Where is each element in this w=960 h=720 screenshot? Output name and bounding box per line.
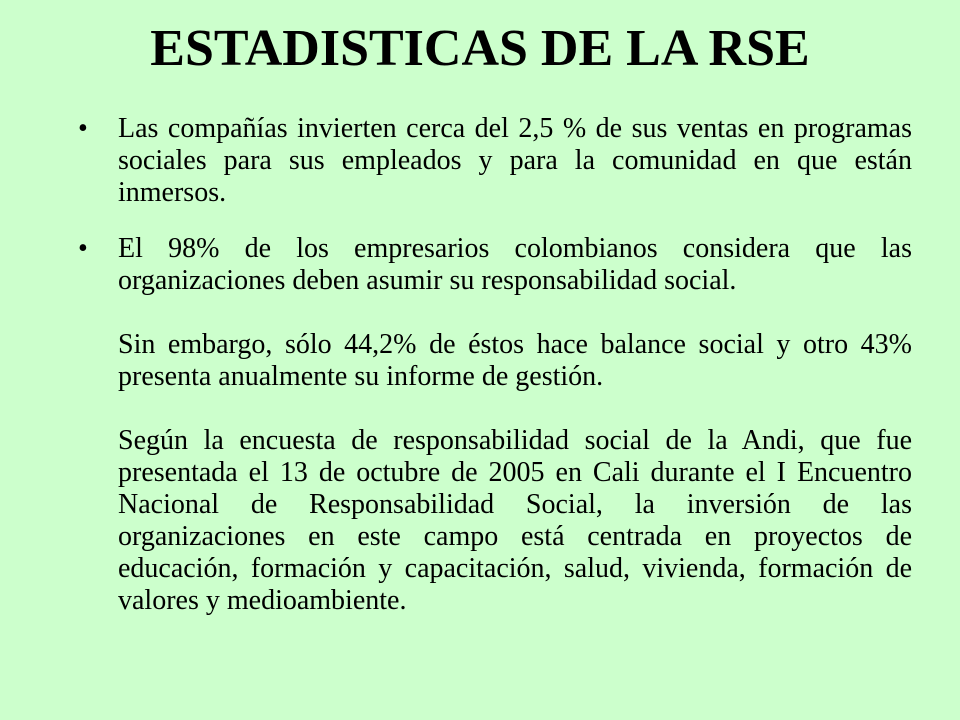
bullet-marker-icon: •: [78, 113, 88, 144]
bullet-paragraph: Las compañías invierten cerca del 2,5 % de sus ventas en programas sociales para sus empleados y para la comunidad en que están inmersos.: [118, 113, 912, 208]
bullet-paragraph: El 98% de los empresarios colombianos considera que las organizaciones deben asumir su responsabilidad social.: [118, 233, 912, 296]
bullet-list: [78, 113, 912, 641]
bullet-item: [78, 233, 912, 617]
slide-title: ESTADISTICAS DE LA RSE: [150, 20, 810, 77]
bullet-item: [78, 113, 912, 209]
bullet-marker-icon: •: [78, 233, 88, 264]
bullet-paragraph: Sin embargo, sólo 44,2% de éstos hace balance social y otro 43% presenta anualmente su informe de gestión.: [118, 329, 912, 392]
bullet-paragraph: Según la encuesta de responsabilidad social de la Andi, que fue presentada el 13 de octubre de 2005 en Cali durante el I Encuentro Nacional de Responsabilidad Social, la inversión de las organizaciones en este campo está centrada en proyectos de educación, formación y capacitación, salud, vivienda, formación de valores y medioambiente.: [118, 425, 912, 616]
